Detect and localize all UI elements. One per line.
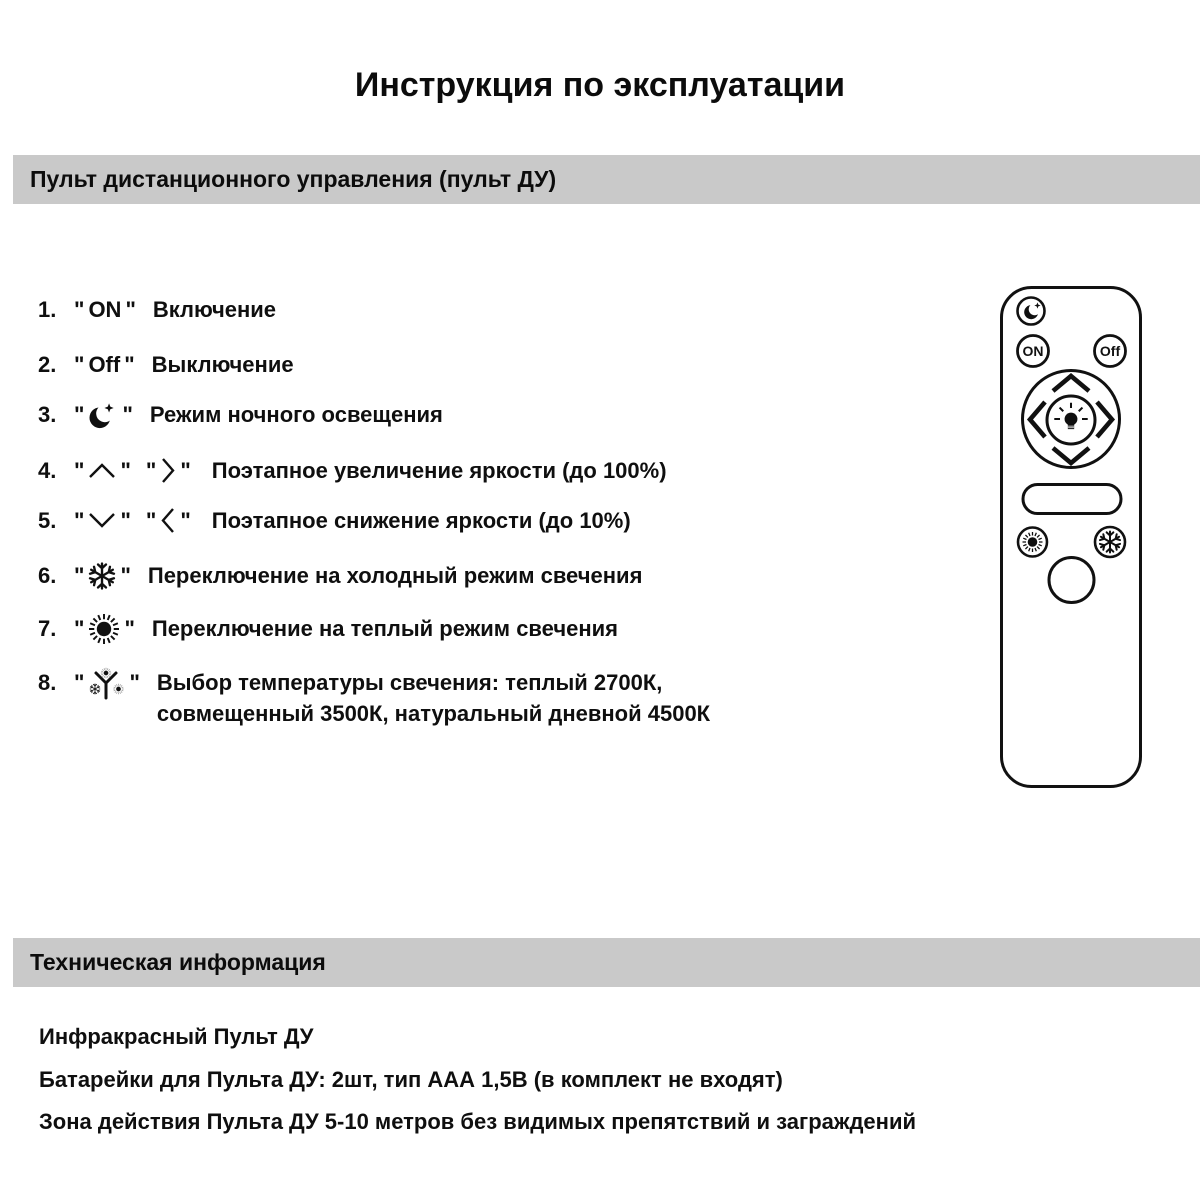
- quote-mark: ": [145, 457, 157, 483]
- temperature-select-icon: [88, 667, 125, 701]
- remote-on-button: [1018, 336, 1049, 367]
- snowflake-icon: [88, 562, 116, 590]
- remote-night-mode-button: [1018, 298, 1045, 325]
- list-item-night-mode: [38, 400, 443, 430]
- quote-mark: ": [74, 457, 85, 483]
- remote-cold-button: [1095, 527, 1125, 557]
- remote-pill-button: [1023, 485, 1121, 514]
- remote-off-label: Off: [1099, 343, 1121, 359]
- list-item-temperature-select: [38, 667, 710, 729]
- item-description: Поэтапное увеличение яркости (до 100%): [211, 457, 667, 483]
- item-number: 7.: [38, 616, 57, 641]
- quote-mark: ": [120, 507, 131, 533]
- quote-mark: ": [124, 616, 135, 641]
- item-number: 8.: [38, 670, 57, 695]
- tech-info-line: Батарейки для Пульта ДУ: 2шт, тип ААА 1,5В (в комплект не входят): [39, 1067, 783, 1092]
- chevron-up-icon: [88, 462, 116, 479]
- remote-control-illustration: [993, 280, 1149, 800]
- quote-mark: ": [74, 563, 85, 588]
- section-header-remote-label: Пульт дистанционного управления (пульт ДУ): [30, 166, 557, 192]
- remote-round-blank-button: [1049, 558, 1094, 603]
- quote-mark: ": [120, 563, 131, 588]
- quote-mark: ": [125, 297, 136, 322]
- page-title: Инструкция по эксплуатации: [354, 66, 846, 104]
- quote-mark: ": [74, 297, 85, 322]
- remote-warm-button: [1018, 528, 1047, 557]
- item-description: Включение: [152, 297, 277, 322]
- quote-mark: ": [120, 457, 131, 483]
- chevron-left-icon: [160, 507, 176, 534]
- remote-nav-pad: [1023, 371, 1120, 468]
- item-number: 3.: [38, 402, 57, 427]
- list-item-brightness-down: [38, 507, 631, 534]
- remote-off-button: [1095, 336, 1126, 367]
- list-item-off: [38, 352, 294, 378]
- quote-mark: ": [74, 507, 85, 533]
- item-number: 6.: [38, 563, 57, 588]
- item-description: Поэтапное снижение яркости (до 10%): [211, 507, 631, 533]
- sun-icon: [1023, 532, 1043, 552]
- chevron-right-icon: [160, 457, 176, 484]
- tech-info-line: Инфракрасный Пульт ДУ: [39, 1024, 314, 1049]
- item-description: Переключение на теплый режим свечения: [151, 616, 619, 641]
- list-item-brightness-up: [38, 457, 667, 484]
- item-number: 5.: [38, 507, 57, 533]
- quote-mark: ": [74, 402, 85, 427]
- item-description: Переключение на холодный режим свечения: [147, 563, 643, 588]
- tech-info-line: Зона действия Пульта ДУ 5-10 метров без видимых препятствий и заграждений: [39, 1109, 917, 1134]
- quote-mark: ": [180, 457, 191, 483]
- remote-on-label: ON: [1022, 343, 1044, 359]
- on-button-label: ON: [88, 297, 122, 322]
- quote-mark: ": [74, 616, 85, 641]
- sun-icon: [88, 613, 120, 645]
- item-number: 4.: [38, 457, 57, 483]
- section-header-remote-bar: [13, 155, 1200, 204]
- chevron-down-icon: [88, 512, 116, 529]
- crescent-moon-star-icon: [88, 400, 118, 430]
- item-description: Выбор температуры свечения: теплый 2700К, совмещенный 3500К, натуральный дневной 4500К: [156, 670, 711, 726]
- item-number: 1.: [38, 297, 57, 322]
- quote-mark: ": [122, 402, 133, 427]
- quote-mark: ": [180, 507, 191, 533]
- quote-mark: ": [145, 507, 157, 533]
- section-header-tech-bar: [13, 938, 1200, 987]
- list-item-warm-mode: [38, 613, 618, 645]
- quote-mark: ": [74, 352, 85, 377]
- list-item-on: [38, 297, 276, 323]
- item-description: Выключение: [151, 352, 294, 377]
- off-button-label: Off: [88, 352, 121, 377]
- section-header-tech-label: Техническая информация: [30, 949, 326, 975]
- quote-mark: ": [74, 670, 85, 695]
- quote-mark: ": [124, 352, 135, 377]
- list-item-cold-mode: [38, 562, 642, 590]
- item-number: 2.: [38, 352, 57, 377]
- quote-mark: ": [129, 670, 140, 695]
- item-description: Режим ночного освещения: [149, 402, 443, 427]
